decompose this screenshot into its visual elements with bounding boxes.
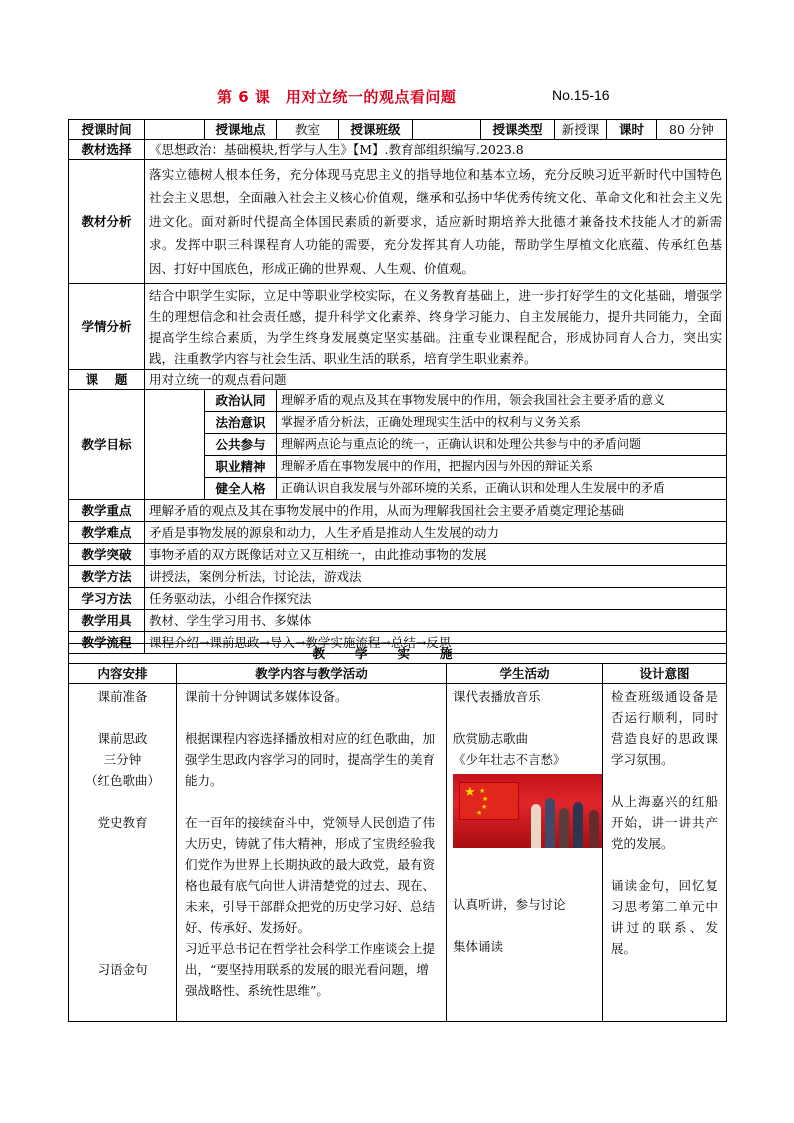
- student-cell: [447, 684, 603, 1022]
- title-row: [0, 86, 794, 106]
- goal-name: 法治意识: [205, 412, 277, 434]
- goal-name: 健全人格: [205, 478, 277, 500]
- goal-text: 理解矛盾在事物发展中的作用，把握内因与外因的辩证关系: [277, 456, 727, 478]
- hours-value: 80 分钟: [657, 120, 727, 140]
- tools-row: [69, 610, 727, 632]
- tools-label: 教学用具: [69, 610, 145, 632]
- place-label: 授课地点: [205, 120, 277, 140]
- teach-method-row: [69, 566, 727, 588]
- key-point-row: [69, 500, 727, 522]
- goal-name: 职业精神: [205, 456, 277, 478]
- teach-method-value: 讲授法，案例分析法，讨论法，游戏法: [145, 566, 727, 588]
- textbook-value: 《思想政治：基础模块,哲学与人生》【M】.教育部组织编写.2023.8: [145, 140, 727, 160]
- implementation-header-row: [69, 664, 727, 684]
- page-title: 第 6 课 用对立统一的观点看问题: [217, 88, 457, 106]
- student-activity: 欣赏励志歌曲: [453, 731, 529, 746]
- student-analysis-label: 学情分析: [69, 284, 145, 370]
- col-header-content: 教学内容与教学活动: [177, 664, 447, 684]
- implementation-heading: 教学实施: [69, 644, 727, 664]
- intent-item: 检查班级通设备是否运行顺利，同时营造良好的思政课学习氛围。: [611, 689, 719, 767]
- intent-item: 诵读金句，回忆复习思考第二单元中讲过的联系、发展。: [611, 878, 719, 956]
- breakthrough-value: 事物矛盾的双方既像话对立又互相统一，由此推动事物的发展: [145, 544, 727, 566]
- learn-method-row: [69, 588, 727, 610]
- key-point-value: 理解矛盾的观点及其在事物发展中的作用，从而为理解我国社会主要矛盾奠定理论基础: [145, 500, 727, 522]
- arrangement-item: （红色歌曲）: [84, 773, 160, 788]
- student-activity: 认真听讲，参与讨论: [453, 897, 566, 912]
- student-activity: 集体诵读: [453, 939, 504, 954]
- breakthrough-row: [69, 544, 727, 566]
- col-header-intent: 设计意图: [603, 664, 727, 684]
- goals-spacer: [145, 390, 205, 500]
- class-label: 授课班级: [339, 120, 413, 140]
- red-song-video-image: [453, 774, 603, 848]
- goal-text: 掌握矛盾分析法，正确处理现实生活中的权利与义务关系: [277, 412, 727, 434]
- topic-label: 课 题: [69, 370, 145, 390]
- intent-item: 从上海嘉兴的红船开始，讲一讲共产党的发展。: [611, 794, 719, 851]
- difficulty-row: [69, 522, 727, 544]
- content-paragraph: 根据课程内容选择播放相对应的红色歌曲，加强学生思政内容学习的同时，提高学生的美育能力。: [185, 731, 436, 788]
- student-activity: 课代表播放音乐: [453, 689, 541, 704]
- type-value: 新授课: [555, 120, 607, 140]
- key-point-label: 教学重点: [69, 500, 145, 522]
- goal-text: 理解矛盾的观点及其在事物发展中的作用，领会我国社会主要矛盾的意义: [277, 390, 727, 412]
- content-cell: [177, 684, 447, 1022]
- difficulty-value: 矛盾是事物发展的源泉和动力，人生矛盾是推动人生发展的动力: [145, 522, 727, 544]
- textbook-analysis-label: 教材分析: [69, 160, 145, 284]
- topic-value: 用对立统一的观点看问题: [145, 370, 727, 390]
- content-paragraph: 习近平总书记在哲学社会科学工作座谈会上提出，“要坚持用联系的发展的眼光看问题，增强战略性、系统性思维”。: [185, 941, 436, 998]
- textbook-row: [69, 140, 727, 160]
- class-value: [413, 120, 481, 140]
- goal-row: [69, 390, 727, 412]
- lesson-info-table: [68, 119, 727, 654]
- flow-value: 课程介绍→课前思政→导入→教学实施流程→总结→反思: [145, 632, 727, 654]
- goal-name: 公共参与: [205, 434, 277, 456]
- col-header-arrangement: 内容安排: [69, 664, 177, 684]
- goal-name: 政治认同: [205, 390, 277, 412]
- arrangement-cell: [69, 684, 177, 1022]
- info-row: [69, 120, 727, 140]
- time-label: 授课时间: [69, 120, 145, 140]
- place-value: 教室: [277, 120, 339, 140]
- topic-row: [69, 370, 727, 390]
- difficulty-label: 教学难点: [69, 522, 145, 544]
- tools-value: 教材、学生学习用书、多媒体: [145, 610, 727, 632]
- textbook-label: 教材选择: [69, 140, 145, 160]
- content-paragraph: 课前十分钟调试多媒体设备。: [185, 689, 348, 704]
- hours-label: 课时: [607, 120, 657, 140]
- arrangement-item: 课前准备: [97, 689, 148, 704]
- goals-label: 教学目标: [69, 390, 145, 500]
- student-analysis-value: 结合中职学生实际，立足中等职业学校实际，在义务教育基础上，进一步打好学生的文化基础，增强学生的理想信念和社会责任感，提升科学文化素养、终身学习能力、自主发展能力，提升共同能力，全面提高学生综合素质，为学生终身发展奠定坚实基础。注重专业课程配合，形成协同育人合力，突出实践，注重教学内容与社会生活、职业生活的联系，培育学生职业素养。: [145, 284, 727, 370]
- content-paragraph: 在一百年的接续奋斗中，党领导人民创造了伟大历史，铸就了伟大精神，形成了宝贵经验我们党作为世界上长期执政的最大政党，最有资格也最有底气向世人讲清楚党的过去、现在、未来，引导干部群众把党的历史学习好、总结好、传承好、发扬好。: [185, 815, 436, 935]
- lesson-number: No.15-16: [552, 87, 610, 103]
- time-value: [145, 120, 205, 140]
- flag-icon: ★ ★ ★ ★ ★: [459, 782, 519, 820]
- textbook-analysis-row: [69, 160, 727, 284]
- implementation-table: [68, 643, 727, 1022]
- goal-text: 理解两点论与重点论的统一，正确认识和处理公共参与中的矛盾问题: [277, 434, 727, 456]
- learn-method-label: 学习方法: [69, 588, 145, 610]
- flow-label: 教学流程: [69, 632, 145, 654]
- arrangement-item: 习语金句: [97, 962, 148, 977]
- implementation-heading-row: [69, 644, 727, 664]
- type-label: 授课类型: [481, 120, 555, 140]
- arrangement-item: 三分钟: [103, 752, 142, 767]
- teach-method-label: 教学方法: [69, 566, 145, 588]
- implementation-body-row: [69, 684, 727, 1022]
- arrangement-item: 课前思政: [97, 731, 148, 746]
- student-analysis-row: [69, 284, 727, 370]
- col-header-student: 学生活动: [447, 664, 603, 684]
- student-activity: 《少年壮志不言愁》: [453, 752, 566, 767]
- arrangement-item: 党史教育: [97, 815, 148, 830]
- breakthrough-label: 教学突破: [69, 544, 145, 566]
- learn-method-value: 任务驱动法，小组合作探究法: [145, 588, 727, 610]
- goal-text: 正确认识自我发展与外部环境的关系，正确认识和处理人生发展中的矛盾: [277, 478, 727, 500]
- intent-cell: [603, 684, 727, 1022]
- textbook-analysis-value: 落实立德树人根本任务，充分体现马克思主义的指导地位和基本立场，充分反映习近平新时代中国特色社会主义思想，全面融入社会主义核心价值观，继承和弘扬中华优秀传统文化、革命文化和社会主义先进文化。面对新时代提高全体国民素质的新要求，适应新时期培养大批德才兼备技术技能人才的新需求。发挥中职三科课程育人功能的需要，充分发挥其育人功能，帮助学生厚植文化底蕴、传承红色基因、打好中国底色，形成正确的世界观、人生观、价值观。: [145, 160, 727, 284]
